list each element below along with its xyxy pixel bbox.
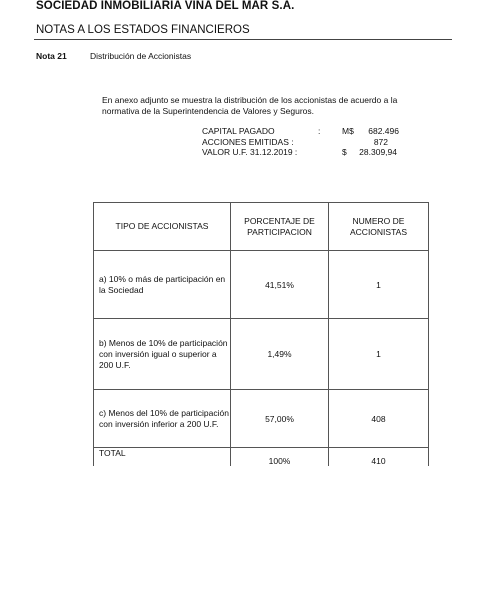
note-title: Distribución de Accionistas [90, 51, 192, 61]
cell-count: 1 [329, 319, 429, 390]
summary-label: ACCIONES EMITIDAS : [202, 136, 294, 147]
summary-separator: : [318, 126, 321, 136]
summary-label: CAPITAL PAGADO [202, 126, 275, 136]
table-total-row [94, 448, 429, 467]
summary-value: 872 [373, 136, 388, 147]
cell-type: c) Menos del 10% de participación con inversión inferior a 200 U.F. [94, 390, 231, 448]
summary-label: VALOR U.F. 31.12.2019 : [202, 147, 298, 157]
cell-percent: 57,00% [231, 390, 329, 448]
column-header-count: NUMERO DE ACCIONISTAS [329, 203, 429, 251]
table-row [94, 319, 429, 390]
column-header-type: TIPO DE ACCIONISTAS [94, 203, 231, 251]
intro-line: normativa de la Superintendencia de Valores y Seguros. [102, 106, 314, 116]
summary-currency: M$ [342, 126, 354, 136]
table-row [94, 390, 429, 448]
cell-percent: 1,49% [231, 319, 329, 390]
summary-currency: $ [342, 147, 347, 157]
note-number: Nota 21 [36, 51, 67, 61]
total-label: TOTAL [94, 448, 231, 467]
summary-value: 682.496 [368, 126, 399, 136]
cell-type: a) 10% o más de participación en la Sociedad [94, 251, 231, 319]
total-count: 410 [329, 448, 429, 467]
shareholder-table [93, 202, 429, 466]
cell-count: 408 [329, 390, 429, 448]
column-header-percent: PORCENTAJE DE PARTICIPACION [231, 203, 329, 251]
intro-line: En anexo adjunto se muestra la distribución de los accionistas de acuerdo a la [102, 95, 398, 105]
cell-count: 1 [329, 251, 429, 319]
header-rule [34, 39, 452, 40]
company-name: SOCIEDAD INMOBILIARIA VIÑA DEL MAR S.A. [36, 0, 295, 12]
section-title: NOTAS A LOS ESTADOS FINANCIEROS [36, 24, 250, 36]
cell-percent: 41,51% [231, 251, 329, 319]
intro-paragraph [102, 95, 442, 117]
summary-value: 28.309,94 [359, 147, 397, 157]
cell-type: b) Menos de 10% de participación con inversión igual o superior a 200 U.F. [94, 319, 231, 390]
table-row [94, 251, 429, 319]
table-header-row [94, 203, 429, 251]
total-percent: 100% [231, 448, 329, 467]
